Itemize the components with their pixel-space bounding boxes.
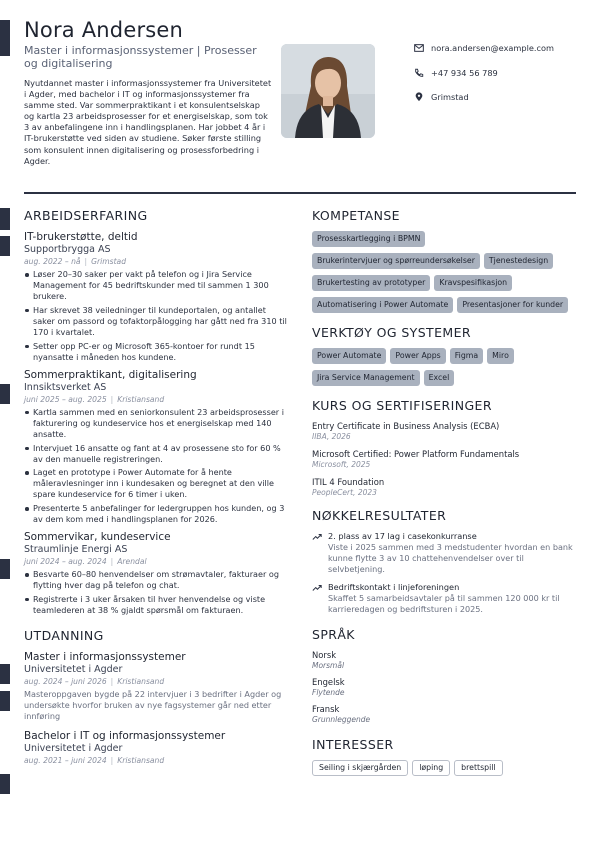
achievement-item	[312, 582, 578, 615]
job-title: Sommerpraktikant, digitalisering	[24, 368, 197, 381]
contact-info	[414, 42, 594, 116]
skill-tag: Prosesskartlegging i BPMN	[312, 231, 425, 247]
language-name: Norsk	[312, 650, 337, 661]
job-dates: juni 2025 – aug. 2025	[24, 394, 107, 404]
course-name: ITIL 4 Foundation	[312, 477, 385, 487]
portrait-icon	[281, 44, 375, 138]
list-item: Presenterte 5 anbefalinger for ledergruppen hos kunden, og 3 av dem kom med i handlingsplanen for 2026.	[24, 503, 288, 525]
section-title-languages: SPRÅK	[312, 627, 355, 643]
job-title: Sommervikar, kundeservice	[24, 531, 171, 544]
degree-title: Bachelor i IT og informasjonssystemer	[24, 730, 226, 743]
section-marker	[0, 384, 10, 404]
section-marker	[0, 774, 10, 794]
tool-tag: Miro	[487, 348, 514, 364]
institution: Universitetet i Agder	[24, 743, 123, 755]
contact-phone[interactable]	[414, 67, 594, 79]
job-title: IT-brukerstøtte, deltid	[24, 231, 138, 243]
job-bullets	[24, 569, 288, 616]
employer: Supportbrygga AS	[24, 244, 111, 255]
experience-entry	[24, 369, 288, 525]
section-title-tools: VERKTØY OG SYSTEMER	[312, 325, 471, 340]
job-place: Arendal	[117, 557, 147, 567]
institution: Universitetet i Agder	[24, 664, 123, 676]
section-marker	[0, 664, 10, 684]
section-title-skills: KOMPETANSE	[312, 208, 400, 223]
job-bullets	[24, 269, 288, 363]
right-column	[312, 208, 578, 788]
contact-location	[414, 91, 594, 103]
trend-up-icon	[312, 583, 322, 593]
language-level: Grunnleggende	[312, 715, 371, 725]
tool-tag: Jira Service Management	[312, 370, 420, 386]
course-name: Entry Certificate in Business Analysis (ECBA)	[312, 421, 500, 431]
trend-up-icon	[312, 532, 322, 542]
section-marker	[0, 208, 10, 230]
interest-tags	[312, 760, 578, 782]
course-item	[312, 477, 578, 498]
candidate-name: Nora Andersen	[24, 18, 184, 42]
profile-summary: Nyutdannet master i informasjonssystemer fra Universitetet i Agder, med bachelor i IT og informasjonssystemer fra samme sted. Var sommerpraktikant i et konsulentselskap og kartla 23 arbeidsprosesser for et energiselskap, som tok 3 av anbefalingene inn i handlingsplanen. Har jobbet 4 år i IT-brukerstøtte ved siden av studiene. Søker første stilling som konsulent innen digitalisering og prosessforbedring i Agder.	[24, 78, 272, 166]
section-marker	[0, 691, 10, 711]
education-entry	[24, 651, 288, 722]
language-item	[312, 704, 578, 725]
email-text: nora.andersen@example.com	[431, 43, 555, 53]
education-entry	[24, 730, 288, 766]
course-meta: IIBA, 2026	[312, 432, 351, 441]
education-place: Kristiansand	[117, 677, 165, 687]
employer: Straumlinje Energi AS	[24, 544, 128, 556]
job-place: Grimstad	[91, 257, 127, 266]
profile-photo	[281, 44, 375, 138]
course-meta: Microsoft, 2025	[312, 460, 371, 469]
experience-entry	[24, 531, 288, 616]
list-item: Setter opp PC-er og Microsoft 365-kontoer for rundt 15 nyansatte i måneden hos kundene.	[24, 341, 288, 363]
language-item	[312, 677, 578, 698]
job-meta: juni 2025 – aug. 2025 | Kristiansand	[24, 394, 165, 404]
job-dates: juni 2024 – aug. 2024	[24, 557, 107, 567]
interest-tag: brettspill	[454, 760, 502, 776]
skill-tag: Brukertesting av prototyper	[312, 275, 430, 291]
employer: Innsiktsverket AS	[24, 381, 107, 393]
education-meta: aug. 2021 – juni 2024 | Kristiansand	[24, 756, 165, 766]
headline: Master i informasjonssystemer | Prosesser og digitalisering	[24, 44, 257, 70]
section-title-experience: ARBEIDSERFARING	[24, 208, 148, 223]
education-description: Masteroppgaven bygde på 22 intervjuer i 3 bedrifter i Agder og undersøkte hvorfor bruken av nye fagsystemer går ned etter innføring	[24, 689, 282, 722]
interest-tag: løping	[412, 760, 450, 776]
skill-tag: Brukerintervjuer og spørreundersøkelser	[312, 253, 480, 269]
language-level: Flytende	[312, 688, 345, 698]
section-marker	[0, 236, 10, 256]
location-pin-icon	[414, 92, 424, 102]
left-column	[24, 208, 288, 772]
achievement-item	[312, 531, 578, 575]
tool-tag: Power Automate	[312, 348, 386, 364]
education-dates: aug. 2021 – juni 2024	[24, 756, 107, 766]
education-place: Kristiansand	[117, 756, 165, 766]
job-meta: juni 2024 – aug. 2024 | Arendal	[24, 557, 147, 567]
section-title-courses: KURS OG SERTIFISERINGER	[312, 398, 492, 413]
tool-tag: Excel	[424, 370, 455, 386]
contact-email[interactable]	[414, 42, 594, 54]
skill-tag: Presentasjoner for kunder	[457, 297, 568, 313]
achievement-desc: Viste i 2025 sammen med 3 medstudenter hvordan en bank kunne flytte 3 av 10 chattehenvendelser over til selvbetjening.	[328, 542, 573, 575]
phone-icon	[414, 68, 424, 78]
list-item: Laget en prototype i Power Automate for å hente måleravlesninger inn i kundesaken og beregnet at den ville spare kundeservice for 6 timer i uken.	[24, 467, 288, 500]
language-name: Engelsk	[312, 677, 345, 688]
tool-tag: Power Apps	[390, 348, 445, 364]
course-item	[312, 421, 578, 442]
section-title-achievements: NØKKELRESULTATER	[312, 508, 447, 523]
degree-title: Master i informasjonssystemer	[24, 651, 186, 664]
list-item: Løser 20–30 saker per vakt på telefon og i Jira Service Management for 45 bedriftskunder med til sammen 1 300 brukere.	[24, 269, 288, 302]
achievement-title: Bedriftskontakt i linjeforeningen	[328, 582, 460, 593]
job-place: Kristiansand	[117, 394, 165, 404]
list-item: Besvarte 60–80 henvendelser om strømavtaler, fakturaer og flytting hver dag på telefon og chat.	[24, 569, 288, 591]
section-marker	[0, 20, 10, 56]
language-name: Fransk	[312, 704, 340, 715]
resume-header	[24, 18, 584, 186]
job-meta: aug. 2022 – nå | Grimstad	[24, 257, 127, 266]
list-item: Har skrevet 38 veiledninger til kundeportalen, og antallet saker om passord og tofaktorpålogging har gått ned fra 310 til 170 i kvartalet.	[24, 305, 288, 338]
tool-tag: Figma	[450, 348, 483, 364]
phone-text: +47 934 56 789	[431, 67, 498, 78]
job-dates: aug. 2022 – nå	[24, 257, 81, 266]
section-title-education: UTDANNING	[24, 628, 104, 644]
skill-tag: Automatisering i Power Automate	[312, 297, 453, 313]
list-item: Intervjuet 16 ansatte og fant at 4 av prosessene sto for 60 % av den manuelle registreringen.	[24, 443, 288, 465]
skill-tags	[312, 231, 578, 319]
interest-tag: Seiling i skjærgården	[312, 760, 408, 776]
language-level: Morsmål	[312, 661, 345, 671]
list-item: Kartla sammen med en seniorkonsulent 23 arbeidsprosesser i fakturering og kundeservice hos et energiselskap med 140 ansatte.	[24, 407, 288, 440]
section-marker	[0, 559, 10, 579]
experience-entry	[24, 231, 288, 363]
location-text: Grimstad	[431, 92, 469, 102]
tool-tags	[312, 348, 578, 392]
section-title-interests: INTERESSER	[312, 737, 394, 753]
course-meta: PeopleCert, 2023	[312, 488, 377, 497]
education-meta: aug. 2024 – juni 2026 | Kristiansand	[24, 677, 165, 687]
language-item	[312, 650, 578, 671]
list-item: Registrerte i 3 uker årsaken til hver henvendelse og viste teamlederen at 38 % gjaldt spørsmål om fakturaen.	[24, 594, 288, 616]
mail-icon	[414, 43, 424, 53]
header-divider	[24, 192, 576, 194]
skill-tag: Kravspesifikasjon	[434, 275, 512, 291]
job-bullets	[24, 407, 288, 525]
achievement-title: 2. plass av 17 lag i casekonkurranse	[328, 531, 477, 541]
achievement-desc: Skaffet 5 samarbeidsavtaler på til sammen 120 000 kr til karrieredagen og bedriftsturen i 2025.	[328, 593, 560, 615]
education-dates: aug. 2024 – juni 2026	[24, 677, 107, 687]
course-name: Microsoft Certified: Power Platform Fundamentals	[312, 449, 520, 459]
skill-tag: Tjenestedesign	[484, 253, 553, 269]
course-item	[312, 449, 578, 470]
